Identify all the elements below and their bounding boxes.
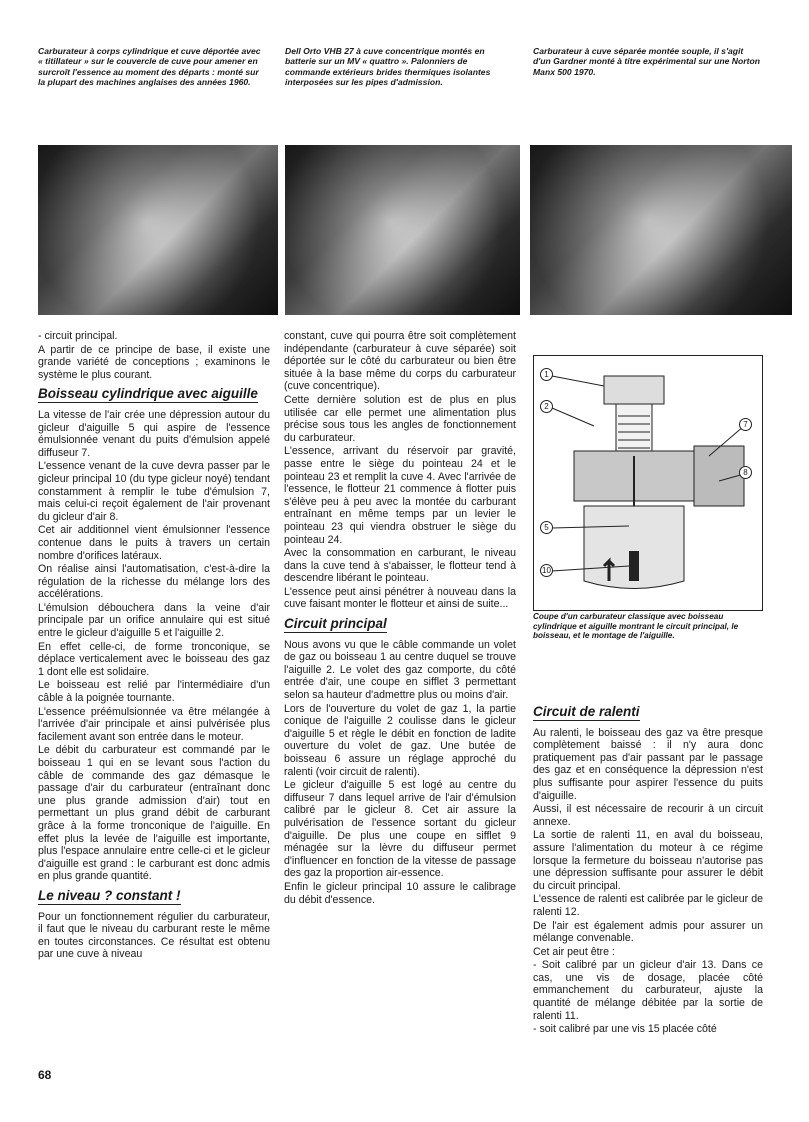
paragraph: Cet air peut être : xyxy=(533,945,615,958)
paragraph: Nous avons vu que le câble commande un volet de gaz ou boisseau 1 au centre duquel se trouve l'aiguille 2. Le volet des gaz comporte, du côté entrée d'air, une coupe en sifflet 3 permettant selon sa hauteur d'admettre plus ou moins d'air. xyxy=(284,638,516,702)
text-column-1 xyxy=(38,330,270,962)
paragraph: La sortie de ralenti 11, en aval du boisseau, assure l'alimentation du moteur à ce régime lorsque la fermeture du boisseau n'autorise pas une dépression suffisante pour assurer le débit du circuit principal. xyxy=(533,829,763,892)
paragraph: Le débit du carburateur est commandé par le boisseau 1 qui en se levant sous l'action du câble de commande des gaz démasque le passage d'air du carburateur (entraînant donc une plus grande admission d'air) tout en permettant un plus grand débit de carburant grâce à la forme tronconique de l'aiguille. En effet plus la levée de l'aiguille est importante, plus l'espace annulaire entre celle-ci et le gicleur d'aiguille est grand : le carburant est donc admis en plus grande quantité. xyxy=(38,744,270,883)
paragraph: Pour un fonctionnement régulier du carburateur, il faut que le niveau du carburant reste le même en toutes circonstances. Ce résultat est obtenu par une cuve à niveau xyxy=(38,910,270,961)
callout-7: 7 xyxy=(739,418,752,431)
paragraph: Le boisseau est relié par l'intermédiaire d'un câble à la poignée tournante. xyxy=(38,679,270,705)
paragraph: A partir de ce principe de base, il existe une grande variété de conceptions ; examinons le système le plus courant. xyxy=(38,343,270,381)
paragraph: Cette dernière solution est de plus en plus utilisée car elle permet une alimentation plus précise sous tous les angles de fonctionnement du carburateur. xyxy=(284,393,516,444)
text-column-3 xyxy=(533,700,763,1037)
paragraph: L'essence de ralenti est calibrée par le gicleur de ralenti 12. xyxy=(533,893,763,918)
paragraph: Lors de l'ouverture du volet de gaz 1, la partie conique de l'aiguille 2 coulisse dans le gicleur d'aiguille 5 et règle le débit en fonction de ladite ouverture du volet de gaz. Une butée de boisseau 6 assure un réglage approché du ralenti (voir circuit de ralenti). xyxy=(284,702,516,778)
callout-10: 10 xyxy=(540,564,553,577)
page-number: 68 xyxy=(38,1068,52,1082)
paragraph: Avec la consommation en carburant, le niveau dans la cuve tend à s'abaisser, le flotteur tend à descendre libérant le pointeau. xyxy=(284,547,516,585)
section-heading: Le niveau ? constant ! xyxy=(38,887,181,903)
carburettor-drawing xyxy=(534,356,762,610)
callout-1: 1 xyxy=(540,368,553,381)
paragraph: La vitesse de l'air crée une dépression autour du gicleur d'aiguille 5 qui aspire de l'essence émulsionnée venant du puits d'émulsion appelé diffuseur 7. xyxy=(38,408,270,459)
paragraph: Enfin le gicleur principal 10 assure le calibrage du débit d'essence. xyxy=(284,880,516,906)
paragraph: L'essence venant de la cuve devra passer par le gicleur principal 10 (du type gicleur noyé) tendant constamment à remplir le tube d'émulsion 7, mais celui-ci reçoit également de l'air provenant du gicleur d'air 8. xyxy=(38,460,270,523)
paragraph: L'essence préémulsionnée va être mélangée à l'arrivée d'air principale et ainsi pulvérisée plus facilement avant son entrée dans le moteur. xyxy=(38,705,270,743)
diagram-caption: Coupe d'un carburateur classique avec boisseau cylindrique et aiguille montrant le circuit principal, le boisseau, et le montage de l'aiguille. xyxy=(533,612,739,641)
photo-caption-2: Dell Orto VHB 27 à cuve concentrique montés en batterie sur un MV « quattro ». Palonniers de commande extérieurs brides thermiques isolantes interposées sur les pipes d'admission. xyxy=(285,46,491,87)
carburettor-cutaway-diagram xyxy=(533,355,763,611)
paragraph: constant, cuve qui pourra être soit complètement indépendante (carburateur à cuve séparée) soit déportée sur le côté du carburateur ou bien être située à la base même du corps du carburateur (cuve concentrique). xyxy=(284,330,516,393)
photo-british-carburettor xyxy=(38,145,278,315)
paragraph: L'essence, arrivant du réservoir par gravité, passe entre le siège du pointeau 24 et le pointeau 23 et remplit la cuve 4. Avec l'arrivée de l'essence, le flotteur 21 commence à flotter puis s'élève peu à peu avec la montée du carburant entraînant en même temps par un levier le pointeau 23 qui viendra obstruer le siège du pointeau 24. xyxy=(284,445,516,546)
paragraph: Aussi, il est nécessaire de recourir à un circuit annexe. xyxy=(533,803,763,828)
paragraph: - Soit calibré par un gicleur d'air 13. Dans ce cas, une vis de dosage, placée côté emmanchement du carburateur, ajuste la quantité de mélange débitée par la sortie de ralenti 11. xyxy=(533,959,763,1022)
paragraph: L'essence peut ainsi pénétrer à nouveau dans la cuve faisant monter le flotteur et ainsi de suite... xyxy=(284,585,516,611)
paragraph: L'émulsion débouchera dans la veine d'air principale par un orifice annulaire qui est situé entre le gicleur d'aiguille 5 et l'aiguille 2. xyxy=(38,601,270,640)
paragraph: Le gicleur d'aiguille 5 est logé au centre du diffuseur 7 dans lequel arrive de l'air d'émulsion calibré par le gicleur 8. Cet air assure la pulvérisation de l'essence sortant du gicleur d'aiguille. De plus une coupe en sifflet 9 ménagée sur la lèvre du diffuseur permet d'influencer en fonction de la vitesse de passage des gaz la proportion air-essence. xyxy=(284,779,516,880)
photo-caption-3: Carburateur à cuve séparée montée souple, il s'agit d'un Gardner monté à titre expérimental sur une Norton Manx 500 1970. xyxy=(533,46,760,77)
callout-2: 2 xyxy=(540,400,553,413)
paragraph: - soit calibré par une vis 15 placée côté xyxy=(533,1023,717,1036)
paragraph: De l'air est également admis pour assurer un mélange convenable. xyxy=(533,919,763,945)
photo-caption-1: Carburateur à corps cylindrique et cuve déportée avec « titillateur » sur le couvercle de cuve pour amener en surcroît l'essence au moment des départs : monté sur la plupart des machines anglaises des années 1960. xyxy=(38,46,261,87)
paragraph: On réalise ainsi l'automatisation, c'est-à-dire la régulation de la richesse du mélange lors des accélérations. xyxy=(38,563,270,601)
section-heading: Circuit de ralenti xyxy=(533,704,640,719)
section-heading: Boisseau cylindrique avec aiguille xyxy=(38,386,258,402)
callout-8: 8 xyxy=(739,466,752,479)
paragraph: Au ralenti, le boisseau des gaz va être presque complètement baissé : il n'y aura donc pratiquement pas d'air passant par le passage des gaz et en conséquence la dépression n'est plus suffisante pour aspirer l'essence du puits d'aiguille. xyxy=(533,726,763,802)
text-column-2 xyxy=(284,330,516,907)
paragraph: Cet air additionnel vient émulsionner l'essence contenue dans le puits à travers un certain nombre d'orifices latéraux. xyxy=(38,524,270,562)
paragraph: - circuit principal. xyxy=(38,330,118,342)
paragraph: En effet celle-ci, de forme tronconique, se déplace verticalement avec le boisseau des gaz 1 dont elle est solidaire. xyxy=(38,640,270,678)
photo-mv-quattro-carburettors xyxy=(285,145,520,315)
photo-gardner-carburettor xyxy=(530,145,792,315)
section-heading: Circuit principal xyxy=(284,616,387,632)
callout-5: 5 xyxy=(540,521,553,534)
